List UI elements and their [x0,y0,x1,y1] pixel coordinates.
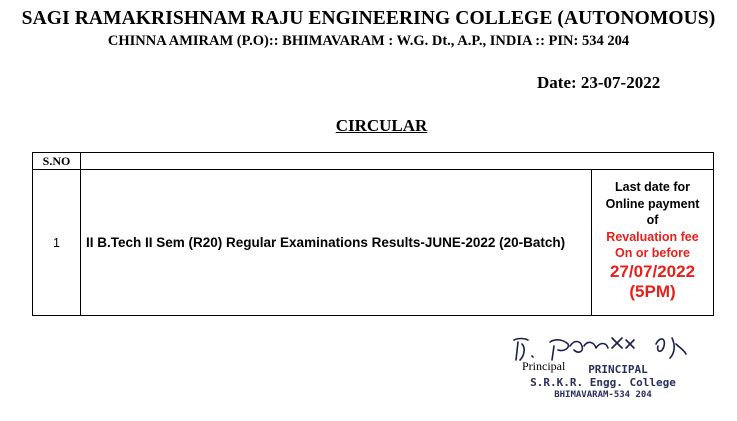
row-description: II B.Tech II Sem (R20) Regular Examinations Results-JUNE-2022 (20-Batch) [81,170,592,316]
note-line-2: Online payment [605,196,700,211]
stamp-place: BHIMAVARAM-534 204 [554,390,652,400]
table-header-row [33,153,714,170]
note-line-1: Last date for [614,180,690,194]
circular-table [32,152,714,316]
description-header [81,153,714,170]
note-line-5: On or before [614,246,690,260]
deadline-time: (5PM) [629,281,676,301]
college-name: SAGI RAMAKRISHNAM RAJU ENGINEERING COLLEGE (AUTONOMOUS) [21,8,716,29]
circular-title: CIRCULAR [335,116,428,135]
note-line-3: of [646,213,659,227]
table-row [33,170,714,316]
circular-date: Date: 23-07-2022 [537,73,661,92]
stamp-college: S.R.K.R. Engg. College [530,376,676,389]
principal-stamp [523,363,683,402]
sno-header: S.NO [33,153,81,170]
deadline-date: 27/07/2022 [609,261,696,281]
stamp-title: PRINCIPAL [588,363,648,376]
note-line-4: Revaluation fee [606,229,699,244]
row-sno: 1 [33,170,81,316]
college-address: CHINNA AMIRAM (P.O):: BHIMAVARAM : W.G. Dt., A.P., INDIA :: PIN: 534 204 [107,33,630,49]
row-deadline-note [592,170,714,316]
signature-label: Principal [522,359,566,373]
